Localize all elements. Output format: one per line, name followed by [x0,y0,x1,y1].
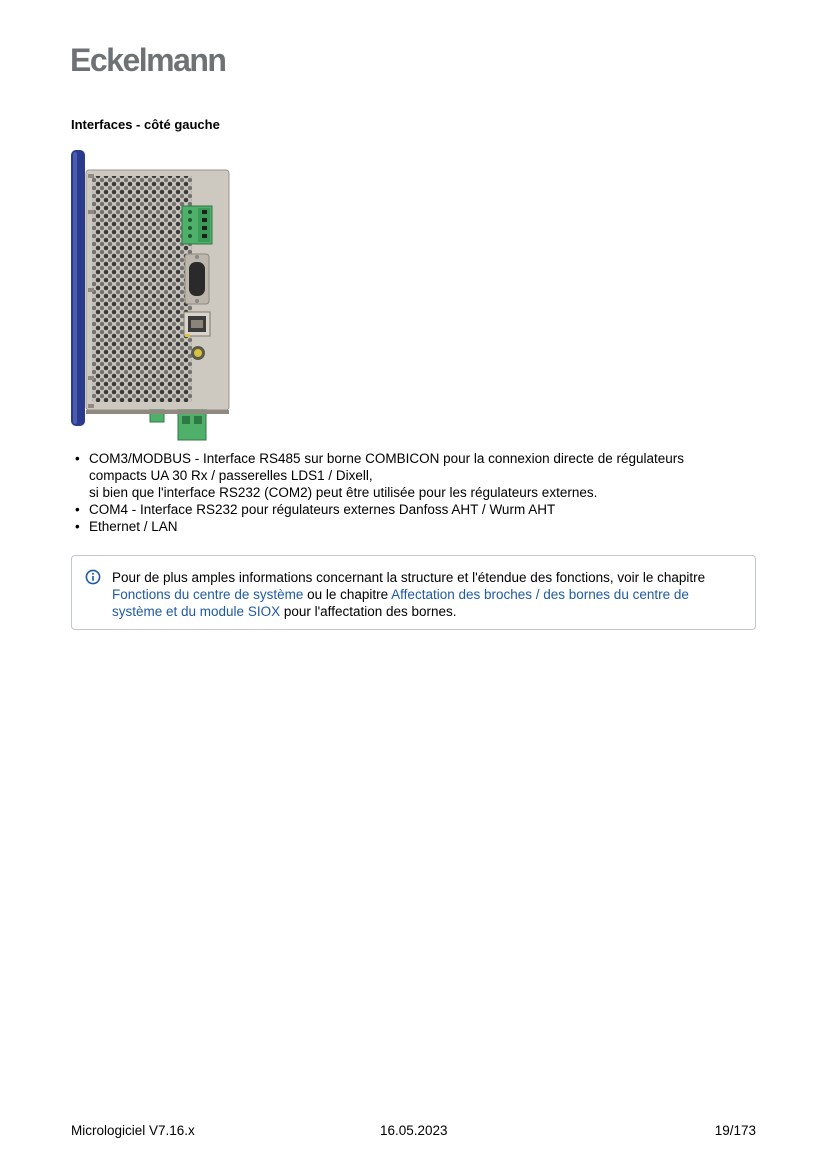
info-text-part: ou le chapitre [303,587,392,602]
list-item-line: COM3/MODBUS - Interface RS485 sur borne COMBICON pour la connexion directe de régulateurs [89,451,685,466]
device-left-side-image [70,148,232,443]
info-text-part: pour l'affectation des bornes. [280,604,457,619]
footer-page-number: 19/173 [714,1123,756,1138]
list-item-line: Ethernet / LAN [89,519,178,534]
section-title: Interfaces - côté gauche [71,117,220,132]
info-icon [85,569,101,585]
info-panel [71,555,756,630]
list-item-line: COM4 - Interface RS232 pour régulateurs externes Danfoss AHT / Wurm AHT [89,502,556,517]
list-item [71,450,761,501]
interface-list [71,450,761,535]
list-item [71,518,761,535]
link-fonctions-centre-systeme[interactable]: Fonctions du centre de système [112,587,304,602]
list-item-line: si bien que l'interface RS232 (COM2) peut être utilisée pour les régulateurs externes. [89,485,598,500]
list-item-line: compacts UA 30 Rx / passerelles LDS1 / Dixell, [89,468,373,483]
list-item [71,501,761,518]
info-text [112,569,739,620]
footer-date: 16.05.2023 [380,1123,448,1138]
company-logo: Eckelmann [70,42,226,78]
footer-firmware-version: Micrologiciel V7.16.x [71,1123,195,1138]
info-text-part: Pour de plus amples informations concernant la structure et l'étendue des fonctions, voir le chapitre [112,570,706,585]
link-affectation-broches-bornes[interactable]: Affectation des broches / des bornes du centre de système et du module SIOX [112,587,689,619]
